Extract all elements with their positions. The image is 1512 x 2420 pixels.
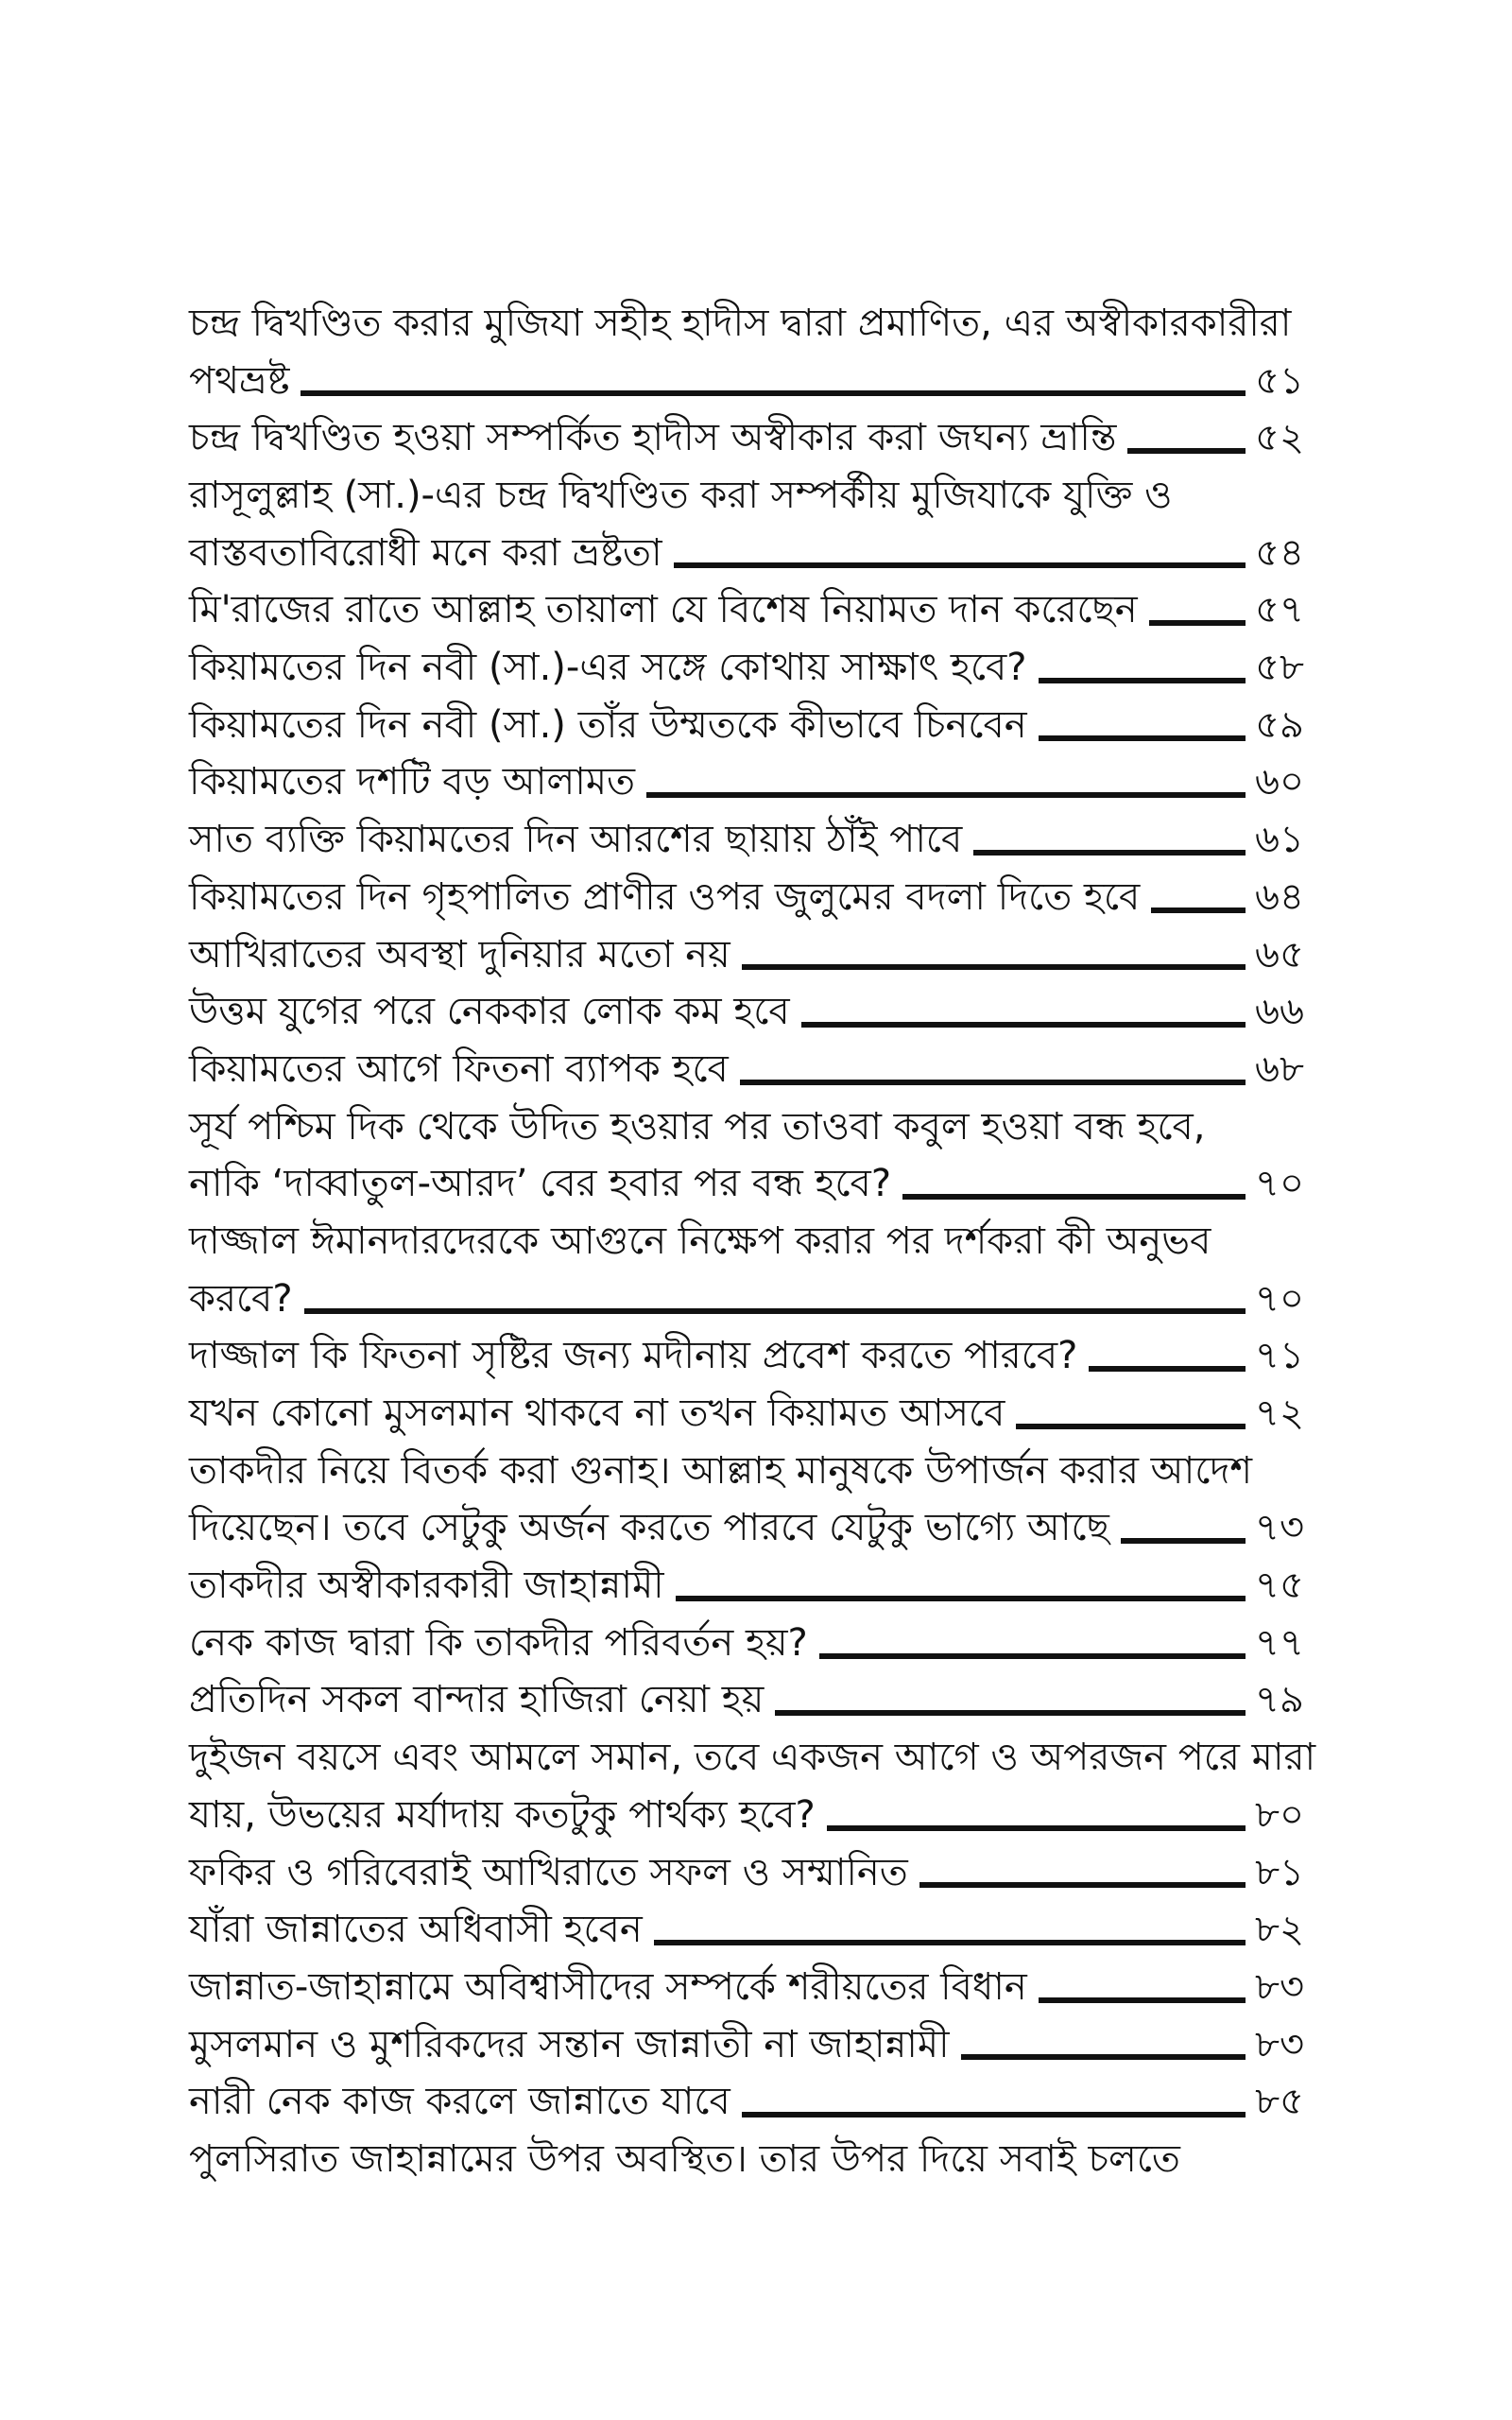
toc-entry-line (189, 581, 1304, 639)
toc-entry-line (189, 1557, 1304, 1615)
toc-page-number: ৫৭ (1255, 588, 1304, 632)
toc-entry-title: কিয়ামতের দিন গৃহপালিত প্রাণীর ওপর জুলুমের বদলা দিতে হবে (189, 874, 1141, 919)
toc-leader-line (304, 1308, 1246, 1314)
toc-entry-title: আখিরাতের অবস্থা দুনিয়ার মতো নয় (189, 932, 730, 977)
toc-page-number: ৬৮ (1255, 1046, 1304, 1091)
toc-entry[interactable] (189, 2073, 1304, 2131)
toc-entry-line (189, 1787, 1304, 1844)
toc-leader-line (827, 1825, 1246, 1831)
toc-entry-line (189, 525, 1304, 582)
toc-leader-line (676, 1596, 1246, 1601)
toc-entry[interactable] (189, 581, 1304, 639)
toc-page-number: ৮৩ (1255, 1964, 1304, 2009)
toc-page-number: ৭৭ (1254, 1620, 1304, 1665)
toc-entry-title: নেক কাজ দ্বারা কি তাকদীর পরিবর্তন হয়? (189, 1620, 808, 1665)
toc-leader-line (654, 1940, 1246, 1945)
toc-page-number: ৭০ (1254, 1276, 1304, 1321)
toc-entry[interactable] (189, 1615, 1304, 1672)
toc-entry-line (189, 1098, 1304, 1156)
toc-entry-title: মি'রাজের রাতে আল্লাহ তায়ালা যে বিশেষ নিয়ামত দান করেছেন (189, 588, 1138, 632)
toc-entry-title: পথভ্রষ্ট (189, 358, 290, 403)
toc-entry-line (189, 409, 1304, 467)
toc-page-number: ৭৩ (1254, 1506, 1304, 1550)
toc-entry-line (189, 1844, 1304, 1902)
toc-leader-line (1039, 735, 1246, 741)
toc-page-number: ৭১ (1255, 1334, 1304, 1378)
toc-leader-line (1127, 448, 1246, 454)
toc-entry-title: কিয়ামতের দশটি বড় আলামত (189, 760, 636, 804)
toc-entry-title: তাকদীর নিয়ে বিতর্ক করা গুনাহ। আল্লাহ মানুষকে উপার্জন করার আদেশ (189, 1448, 1253, 1493)
toc-page-number: ৫১ (1255, 358, 1304, 403)
toc-entry[interactable] (189, 983, 1304, 1041)
toc-entry[interactable] (189, 639, 1304, 697)
toc-page-number: ৫৮ (1255, 646, 1304, 690)
toc-leader-line (902, 1194, 1246, 1200)
toc-entry-title: রাসূলুল্লাহ (সা.)-এর চন্দ্র দ্বিখণ্ডিত করা সম্পর্কীয় মুজিযাকে যুক্তি ও (189, 474, 1173, 518)
toc-entry-title: কিয়ামতের দিন নবী (সা.) তাঁর উম্মতকে কীভাবে চিনবেন (189, 702, 1027, 747)
toc-entry-line (189, 1959, 1304, 2016)
toc-leader-line (819, 1653, 1246, 1659)
toc-entry-title: প্রতিদিন সকল বান্দার হাজিরা নেয়া হয় (189, 1678, 765, 1722)
toc-entry-title: যাঁরা জান্নাতের অধিবাসী হবেন (189, 1908, 643, 1952)
toc-entry-title: তাকদীর অস্বীকারকারী জাহান্নামী (189, 1564, 664, 1608)
toc-entry-line (189, 926, 1304, 984)
toc-entry-line (189, 811, 1304, 869)
toc-leader-line (742, 964, 1246, 970)
toc-entry-line (189, 869, 1304, 926)
toc-page-number: ৮৩ (1255, 2022, 1304, 2066)
toc-entry-title: নাকি ‘দাব্বাতুল-আরদ’ বের হবার পর বন্ধ হবে? (189, 1162, 892, 1206)
toc-entry[interactable] (189, 926, 1304, 984)
toc-entry-line (189, 1327, 1304, 1385)
toc-entry-line (189, 1901, 1304, 1959)
toc-page-number: ৭৯ (1255, 1678, 1304, 1722)
toc-entry-title: দাজ্জাল ঈমানদারদেরকে আগুনে নিক্ষেপ করার পর দর্শকরা কী অনুভব (189, 1219, 1211, 1263)
toc-entry-line (189, 983, 1304, 1041)
toc-leader-line (961, 2054, 1246, 2060)
toc-entry-line (189, 2073, 1304, 2131)
toc-page-number: ৬৪ (1255, 874, 1304, 919)
toc-leader-line (775, 1710, 1246, 1716)
toc-entry-title: চন্দ্র দ্বিখণ্ডিত করার মুজিযা সহীহ হাদীস দ্বারা প্রমাণিত, এর অস্বীকারকারীরা (189, 301, 1292, 345)
toc-entry-title: করবে? (189, 1276, 293, 1321)
toc-entry-line (189, 295, 1304, 353)
toc-entry[interactable] (189, 1041, 1304, 1098)
toc-entry-line (189, 1041, 1304, 1098)
toc-entry-title: চন্দ্র দ্বিখণ্ডিত হওয়া সম্পর্কিত হাদীস অস্বীকার করা জঘন্য ভ্রান্তি (189, 416, 1117, 460)
toc-entry-line (189, 2016, 1304, 2074)
toc-page-number: ৫৯ (1255, 702, 1304, 747)
toc-entry[interactable] (189, 2131, 1304, 2188)
toc-entry-title: ফকির ও গরিবেরাই আখিরাতে সফল ও সম্মানিত (189, 1850, 908, 1894)
toc-entry[interactable] (189, 1844, 1304, 1902)
toc-entry-line (189, 697, 1304, 754)
toc-entry[interactable] (189, 1959, 1304, 2016)
toc-leader-line (1121, 1538, 1246, 1544)
toc-entry-title: সাত ব্যক্তি কিয়ামতের দিন আরশের ছায়ায় ঠাঁই পাবে (189, 818, 963, 862)
toc-entry-title: দাজ্জাল কি ফিতনা সৃষ্টির জন্য মদীনায় প্রবেশ করতে পারবে? (189, 1334, 1078, 1378)
toc-page-number: ৬৬ (1254, 990, 1304, 1034)
toc-leader-line (1039, 678, 1246, 683)
toc-leader-line (1151, 908, 1246, 913)
toc-entry-line (189, 2131, 1304, 2188)
toc-entry[interactable] (189, 1098, 1304, 1213)
toc-entry[interactable] (189, 1729, 1316, 1843)
toc-entry-line (189, 467, 1304, 525)
toc-leader-line (1149, 620, 1246, 626)
toc-leader-line (674, 562, 1246, 568)
toc-entry[interactable] (189, 697, 1304, 754)
toc-entry[interactable] (189, 1901, 1304, 1959)
toc-entry[interactable] (189, 1672, 1304, 1730)
toc-leader-line (301, 390, 1246, 396)
toc-leader-line (740, 1080, 1246, 1085)
toc-page-number: ৬১ (1255, 818, 1304, 862)
toc-entry-line (189, 1385, 1304, 1443)
toc-entry[interactable] (189, 1557, 1304, 1615)
toc-entry-line (189, 754, 1304, 812)
toc-page-number: ৫৪ (1255, 530, 1304, 575)
toc-entry[interactable] (189, 1443, 1304, 1557)
toc-entry[interactable] (189, 2016, 1304, 2074)
toc-entry[interactable] (189, 754, 1304, 812)
toc-entry-line (189, 1155, 1304, 1213)
toc-leader-line (1089, 1366, 1246, 1372)
toc-leader-line (1039, 1997, 1246, 2003)
toc-leader-line (801, 1022, 1246, 1028)
toc-entry-title: উত্তম যুগের পরে নেককার লোক কম হবে (189, 990, 790, 1034)
toc-page-number: ৭০ (1254, 1162, 1304, 1206)
toc-entry[interactable] (189, 1213, 1304, 1327)
toc-page-number: ৮২ (1255, 1908, 1304, 1952)
toc-page-number: ৮৫ (1255, 2080, 1304, 2124)
toc-page-number: ৭৫ (1255, 1564, 1304, 1608)
toc-entry-title: বাস্তবতাবিরোধী মনে করা ভ্রষ্টতা (189, 530, 662, 575)
toc-entry[interactable] (189, 1327, 1304, 1385)
toc-page-number: ৫২ (1255, 416, 1304, 460)
toc-entry-title: কিয়ামতের আগে ফিতনা ব্যাপক হবে (189, 1046, 729, 1091)
toc-leader-line (919, 1882, 1246, 1888)
toc-page-number: ৬০ (1254, 760, 1304, 804)
toc-entry-line (189, 1213, 1304, 1270)
toc-entry-line (189, 353, 1304, 410)
toc-entry[interactable] (189, 295, 1304, 409)
toc-entry[interactable] (189, 467, 1304, 581)
toc-entry-line (189, 639, 1304, 697)
toc-entry-title: যায়, উভয়ের মর্যাদায় কতটুকু পার্থক্য হবে? (189, 1792, 816, 1837)
toc-entry-line (189, 1615, 1304, 1672)
toc-entry-line (189, 1729, 1316, 1787)
toc-entry-title: দুইজন বয়সে এবং আমলে সমান, তবে একজন আগে ও অপরজন পরে মারা (189, 1736, 1316, 1780)
toc-leader-line (646, 792, 1246, 798)
toc-leader-line (1016, 1424, 1246, 1429)
toc-page-number: ৬৫ (1255, 932, 1304, 977)
table-of-contents (189, 295, 1316, 2188)
toc-leader-line (742, 2112, 1246, 2118)
toc-entry-title: যখন কোনো মুসলমান থাকবে না তখন কিয়ামত আসবে (189, 1392, 1005, 1436)
toc-entry-line (189, 1672, 1304, 1730)
toc-entry-title: জান্নাত-জাহান্নামে অবিশ্বাসীদের সম্পর্কে শরীয়তের বিধান (189, 1964, 1027, 2009)
toc-entry-line (189, 1443, 1304, 1500)
toc-entry-title: দিয়েছেন। তবে সেটুকু অর্জন করতে পারবে যেটুকু ভাগ্যে আছে (189, 1506, 1109, 1550)
toc-entry-title: সূর্য পশ্চিম দিক থেকে উদিত হওয়ার পর তাওবা কবুল হওয়া বন্ধ হবে, (189, 1104, 1206, 1149)
toc-page-number: ৮০ (1255, 1792, 1304, 1837)
toc-leader-line (973, 850, 1246, 856)
toc-entry-title: মুসলমান ও মুশরিকদের সন্তান জান্নাতী না জাহান্নামী (189, 2022, 950, 2066)
toc-entry[interactable] (189, 869, 1304, 926)
toc-entry-line (189, 1270, 1304, 1328)
toc-entry[interactable] (189, 409, 1304, 467)
toc-entry[interactable] (189, 1385, 1304, 1443)
toc-entry[interactable] (189, 811, 1304, 869)
toc-page-number: ৮১ (1255, 1850, 1304, 1894)
toc-entry-title: পুলসিরাত জাহান্নামের উপর অবস্থিত। তার উপর দিয়ে সবাই চলতে (189, 2136, 1180, 2181)
toc-page-number: ৭২ (1254, 1392, 1304, 1436)
toc-entry-title: নারী নেক কাজ করলে জান্নাতে যাবে (189, 2080, 730, 2124)
toc-entry-title: কিয়ামতের দিন নবী (সা.)-এর সঙ্গে কোথায় সাক্ষাৎ হবে? (189, 646, 1027, 690)
toc-entry-line (189, 1499, 1304, 1557)
